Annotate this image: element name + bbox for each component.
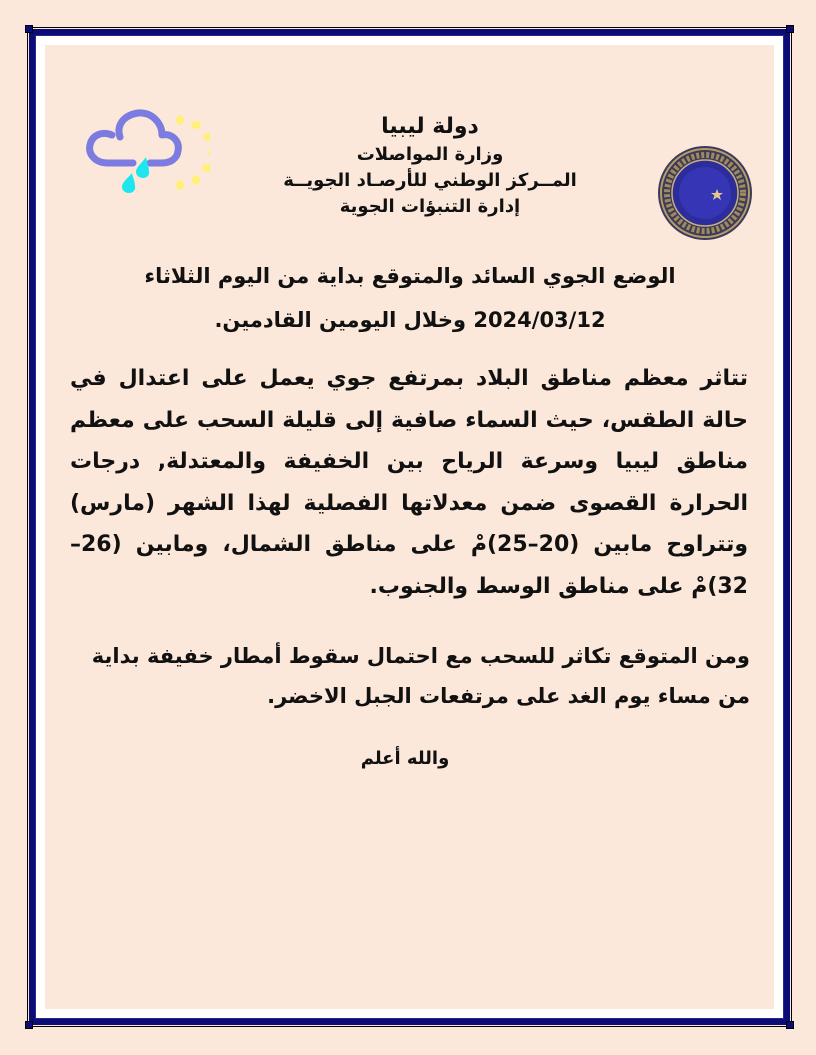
libya-meteorological-center-emblem <box>657 145 753 241</box>
ministry-name: وزارة المواصلات <box>356 144 504 165</box>
title-line-1: الوضع الجوي السائد والمتوقع بداية من اليوم الثلاثاء <box>144 264 676 288</box>
corner-ornament-bottom-left <box>25 1021 33 1029</box>
forecast-paragraph-1: تتاثر معظم مناطق البلاد بمرتفع جوي يعمل على اعتدال في حالة الطقس، حيث السماء صافية إلى قليلة السحب على معظم مناطق ليبيا وسرعة الرياح بين الخفيفة والمعتدلة, درجات الحرارة القصوى ضمن معدلاتها الفصلية لهذا الشهر (مارس) وتتراوح مابين (20–25)مْ على مناطق الشمال، ومابين (26–32)مْ على مناطق الوسط والجنوب. <box>70 366 749 599</box>
corner-ornament-top-left <box>25 25 33 33</box>
center-name: المــركز الوطني للأرصـاد الجويــة <box>283 170 577 191</box>
corner-ornament-bottom-right <box>786 1021 794 1029</box>
cloud-rain-sun-icon <box>80 105 210 195</box>
department-name: إدارة التنبؤات الجوية <box>339 196 521 217</box>
country-name: دولة ليبيا <box>381 114 479 139</box>
title-line-2: 2024/03/12 وخلال اليومين القادمين. <box>214 308 606 332</box>
corner-ornament-top-right <box>786 25 794 33</box>
document-title <box>140 254 680 342</box>
forecast-paragraph-2: ومن المتوقع تكاثر للسحب مع احتمال سقوط أمطار خفيفة بداية من مساء يوم الغد على مرتفعات الجبل الاخضر. <box>91 644 750 708</box>
closing-phrase: والله أعلم <box>360 748 450 769</box>
document-header <box>250 112 610 220</box>
